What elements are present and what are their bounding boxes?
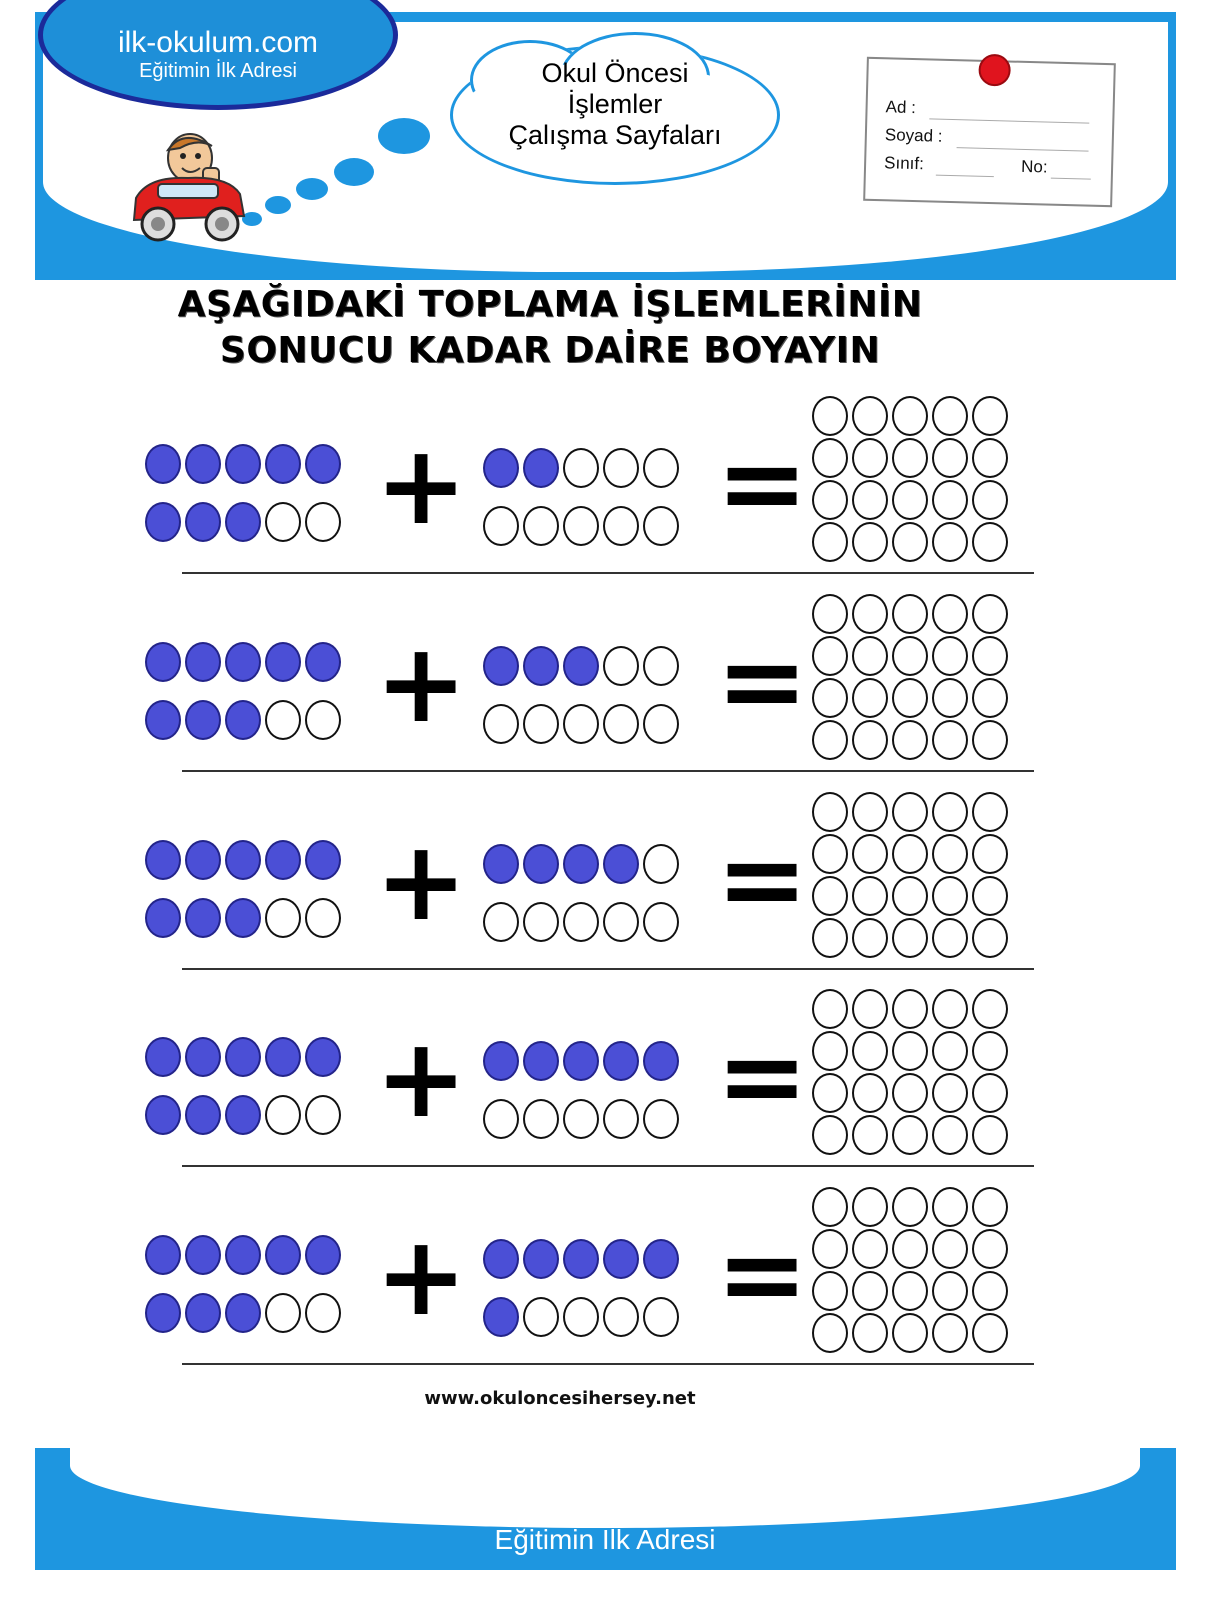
right-addend-dot[interactable] xyxy=(523,902,559,942)
thought-puff xyxy=(265,196,291,214)
answer-circle[interactable] xyxy=(972,396,1008,436)
left-addend-dot xyxy=(265,444,301,484)
exercise-row xyxy=(0,392,1212,589)
answer-circle[interactable] xyxy=(852,678,888,718)
left-addend-dot[interactable] xyxy=(265,898,301,938)
answer-circle[interactable] xyxy=(932,792,968,832)
answer-circle[interactable] xyxy=(932,678,968,718)
answer-circle[interactable] xyxy=(812,438,848,478)
right-addend-dot xyxy=(523,1239,559,1279)
surname-label: Soyad : xyxy=(884,125,943,146)
left-addend-dot xyxy=(185,1293,221,1333)
answer-circle[interactable] xyxy=(972,1073,1008,1113)
answer-circle[interactable] xyxy=(812,1313,848,1353)
answer-circle[interactable] xyxy=(892,989,928,1029)
class-field[interactable] xyxy=(936,175,994,178)
right-addend-dot[interactable] xyxy=(563,1297,599,1337)
left-addend-dot xyxy=(225,1095,261,1135)
answer-circle[interactable] xyxy=(892,396,928,436)
answer-circle[interactable] xyxy=(932,834,968,874)
footer-url[interactable]: www.okuloncesihersey.net xyxy=(424,1388,696,1409)
answer-circle[interactable] xyxy=(932,594,968,634)
left-addend-dot xyxy=(185,502,221,542)
answer-circle[interactable] xyxy=(812,792,848,832)
left-addend-dot xyxy=(145,1037,181,1077)
answer-circle[interactable] xyxy=(852,636,888,676)
left-addend-dot xyxy=(265,642,301,682)
left-addend-dot xyxy=(145,1235,181,1275)
answer-circle[interactable] xyxy=(852,918,888,958)
left-addend-dot xyxy=(145,700,181,740)
exercise-row xyxy=(0,788,1212,985)
answer-circle[interactable] xyxy=(812,989,848,1029)
right-addend-dot xyxy=(563,1041,599,1081)
answer-circle[interactable] xyxy=(812,918,848,958)
answer-circle[interactable] xyxy=(972,1031,1008,1071)
answer-circle[interactable] xyxy=(852,1271,888,1311)
left-addend-dot xyxy=(185,898,221,938)
answer-circle[interactable] xyxy=(972,678,1008,718)
right-addend-dot[interactable] xyxy=(643,506,679,546)
left-addend-dot xyxy=(185,444,221,484)
left-addend-dot[interactable] xyxy=(305,700,341,740)
answer-circle[interactable] xyxy=(812,396,848,436)
pushpin-icon xyxy=(978,54,1011,87)
answer-circle[interactable] xyxy=(932,989,968,1029)
right-addend-dot[interactable] xyxy=(603,646,639,686)
answer-circle[interactable] xyxy=(972,918,1008,958)
answer-circle[interactable] xyxy=(852,1187,888,1227)
answer-circle[interactable] xyxy=(932,1271,968,1311)
answer-circle[interactable] xyxy=(972,720,1008,760)
answer-circle[interactable] xyxy=(972,1229,1008,1269)
student-info-note xyxy=(863,57,1116,207)
answer-circle[interactable] xyxy=(972,480,1008,520)
left-addend-dot[interactable] xyxy=(305,1293,341,1333)
answer-circle[interactable] xyxy=(812,522,848,562)
answer-circle[interactable] xyxy=(892,1073,928,1113)
right-addend-dot[interactable] xyxy=(603,448,639,488)
answer-circle[interactable] xyxy=(932,636,968,676)
right-addend-dot[interactable] xyxy=(603,1297,639,1337)
answer-circle[interactable] xyxy=(892,678,928,718)
right-addend-dot xyxy=(523,448,559,488)
left-addend-dot[interactable] xyxy=(265,1095,301,1135)
right-addend-dot[interactable] xyxy=(523,1099,559,1139)
answer-circle[interactable] xyxy=(932,1313,968,1353)
answer-circle[interactable] xyxy=(892,594,928,634)
thought-puff xyxy=(378,118,430,154)
right-addend-dot xyxy=(483,844,519,884)
right-addend-dot xyxy=(643,1041,679,1081)
answer-circle[interactable] xyxy=(852,522,888,562)
cloud-title xyxy=(470,58,760,151)
row-separator xyxy=(182,968,1034,970)
answer-circle[interactable] xyxy=(852,989,888,1029)
answer-circle[interactable] xyxy=(812,1031,848,1071)
right-addend-dot[interactable] xyxy=(483,506,519,546)
equals-sign: = xyxy=(716,1012,809,1140)
plus-sign: + xyxy=(375,619,468,747)
name-label: Ad : xyxy=(885,97,917,118)
answer-circle[interactable] xyxy=(892,876,928,916)
footer-motto: Eğitimin İlk Adresi xyxy=(494,1524,716,1555)
answer-circle[interactable] xyxy=(972,876,1008,916)
left-addend-dot[interactable] xyxy=(305,1095,341,1135)
class-label: Sınıf: xyxy=(883,153,925,174)
number-field[interactable] xyxy=(1051,178,1091,180)
answer-circle[interactable] xyxy=(892,792,928,832)
right-addend-dot[interactable] xyxy=(603,1099,639,1139)
right-addend-dot[interactable] xyxy=(563,448,599,488)
answer-circle[interactable] xyxy=(852,834,888,874)
answer-circle[interactable] xyxy=(932,1187,968,1227)
worksheet-title xyxy=(100,282,1000,374)
surname-field[interactable] xyxy=(957,147,1089,151)
answer-circle[interactable] xyxy=(852,1073,888,1113)
left-addend-dot[interactable] xyxy=(305,898,341,938)
right-addend-dot xyxy=(603,1041,639,1081)
row-separator xyxy=(182,1363,1034,1365)
plus-sign: + xyxy=(375,1014,468,1142)
right-addend-dot[interactable] xyxy=(563,902,599,942)
left-addend-dot xyxy=(185,642,221,682)
left-addend-dot[interactable] xyxy=(305,502,341,542)
left-addend-dot xyxy=(305,840,341,880)
row-separator xyxy=(182,1165,1034,1167)
right-addend-dot[interactable] xyxy=(643,1099,679,1139)
right-addend-dot[interactable] xyxy=(603,506,639,546)
right-addend-dot xyxy=(603,844,639,884)
answer-circle[interactable] xyxy=(812,1073,848,1113)
left-addend-dot xyxy=(145,898,181,938)
plus-sign: + xyxy=(375,421,468,549)
right-addend-dot[interactable] xyxy=(643,704,679,744)
exercise-row xyxy=(0,1183,1212,1380)
right-addend-dot[interactable] xyxy=(563,506,599,546)
answer-circle[interactable] xyxy=(932,480,968,520)
title-line: SONUCU KADAR DAİRE BOYAYIN xyxy=(219,330,881,371)
answer-circle[interactable] xyxy=(932,918,968,958)
answer-circle[interactable] xyxy=(972,522,1008,562)
answer-circle[interactable] xyxy=(852,594,888,634)
left-addend-dot xyxy=(225,444,261,484)
answer-circle[interactable] xyxy=(932,720,968,760)
answer-circle[interactable] xyxy=(972,1313,1008,1353)
left-addend-dot xyxy=(185,1037,221,1077)
right-addend-dot[interactable] xyxy=(643,844,679,884)
answer-circle[interactable] xyxy=(892,636,928,676)
right-addend-dot[interactable] xyxy=(523,506,559,546)
cloud-line: Çalışma Sayfaları xyxy=(508,120,722,150)
logo-site-name: ilk-okulum.com xyxy=(117,26,319,59)
answer-circle[interactable] xyxy=(852,876,888,916)
thought-puff xyxy=(334,158,374,186)
right-addend-dot xyxy=(483,1239,519,1279)
right-addend-dot[interactable] xyxy=(563,1099,599,1139)
right-addend-dot xyxy=(563,646,599,686)
answer-circle[interactable] xyxy=(892,1115,928,1155)
right-addend-dot xyxy=(643,1239,679,1279)
answer-circle[interactable] xyxy=(932,1115,968,1155)
answer-circle[interactable] xyxy=(932,438,968,478)
answer-circle[interactable] xyxy=(852,438,888,478)
answer-circle[interactable] xyxy=(932,396,968,436)
answer-circle[interactable] xyxy=(812,636,848,676)
equals-sign: = xyxy=(716,617,809,745)
right-addend-dot[interactable] xyxy=(523,1297,559,1337)
answer-circle[interactable] xyxy=(892,522,928,562)
right-addend-dot[interactable] xyxy=(523,704,559,744)
left-addend-dot xyxy=(265,1037,301,1077)
right-addend-dot xyxy=(523,646,559,686)
left-addend-dot xyxy=(145,642,181,682)
answer-circle[interactable] xyxy=(932,522,968,562)
right-addend-dot xyxy=(483,1041,519,1081)
left-addend-dot xyxy=(185,840,221,880)
answer-circle[interactable] xyxy=(852,1313,888,1353)
answer-circle[interactable] xyxy=(972,438,1008,478)
footer-site-name: ilk-okulum.com xyxy=(464,1477,746,1524)
answer-circle[interactable] xyxy=(852,1031,888,1071)
answer-circle[interactable] xyxy=(812,678,848,718)
name-field[interactable] xyxy=(929,118,1089,123)
answer-circle[interactable] xyxy=(932,876,968,916)
number-label: No: xyxy=(1020,156,1048,177)
plus-sign: + xyxy=(375,817,468,945)
left-addend-dot xyxy=(225,1037,261,1077)
answer-circle[interactable] xyxy=(972,989,1008,1029)
footer-logo[interactable] xyxy=(300,1478,910,1556)
answer-circle[interactable] xyxy=(852,1229,888,1269)
right-addend-dot xyxy=(603,1239,639,1279)
equals-sign: = xyxy=(716,1210,809,1338)
answer-circle[interactable] xyxy=(812,720,848,760)
row-separator xyxy=(182,572,1034,574)
left-addend-dot xyxy=(185,1235,221,1275)
car-illustration-icon xyxy=(128,128,253,248)
left-addend-dot xyxy=(305,1037,341,1077)
cloud-line: İşlemler xyxy=(567,89,663,119)
left-addend-dot xyxy=(225,1293,261,1333)
answer-circle[interactable] xyxy=(892,1187,928,1227)
answer-circle[interactable] xyxy=(972,792,1008,832)
right-addend-dot xyxy=(483,1297,519,1337)
row-separator xyxy=(182,770,1034,772)
answer-circle[interactable] xyxy=(852,396,888,436)
right-addend-dot xyxy=(483,448,519,488)
answer-circle[interactable] xyxy=(892,1229,928,1269)
answer-circle[interactable] xyxy=(892,720,928,760)
answer-circle[interactable] xyxy=(972,1187,1008,1227)
left-addend-dot[interactable] xyxy=(265,1293,301,1333)
answer-circle[interactable] xyxy=(812,876,848,916)
right-addend-dot[interactable] xyxy=(643,902,679,942)
left-addend-dot[interactable] xyxy=(265,502,301,542)
right-addend-dot[interactable] xyxy=(643,646,679,686)
left-addend-dot xyxy=(145,1293,181,1333)
left-addend-dot xyxy=(225,1235,261,1275)
right-addend-dot[interactable] xyxy=(643,1297,679,1337)
right-addend-dot xyxy=(523,1041,559,1081)
answer-circle[interactable] xyxy=(972,1115,1008,1155)
left-addend-dot xyxy=(305,444,341,484)
right-addend-dot[interactable] xyxy=(483,704,519,744)
equals-sign: = xyxy=(716,419,809,547)
answer-circle[interactable] xyxy=(812,834,848,874)
right-addend-dot xyxy=(523,844,559,884)
exercise-row xyxy=(0,985,1212,1182)
answer-circle[interactable] xyxy=(812,594,848,634)
right-addend-dot xyxy=(563,1239,599,1279)
answer-circle[interactable] xyxy=(812,1229,848,1269)
answer-circle[interactable] xyxy=(812,480,848,520)
answer-circle[interactable] xyxy=(852,792,888,832)
answer-circle[interactable] xyxy=(932,1073,968,1113)
answer-circle[interactable] xyxy=(812,1271,848,1311)
answer-circle[interactable] xyxy=(972,594,1008,634)
answer-circle[interactable] xyxy=(892,918,928,958)
left-addend-dot xyxy=(225,840,261,880)
right-addend-dot[interactable] xyxy=(603,902,639,942)
right-addend-dot xyxy=(563,844,599,884)
left-addend-dot xyxy=(265,840,301,880)
logo-motto: Eğitimin İlk Adresi xyxy=(139,60,297,82)
title-line: AŞAĞIDAKİ TOPLAMA İŞLEMLERİNİN xyxy=(177,284,923,325)
left-addend-dot xyxy=(265,1235,301,1275)
plus-sign: + xyxy=(375,1212,468,1340)
answer-circle[interactable] xyxy=(892,480,928,520)
left-addend-dot xyxy=(185,1095,221,1135)
left-addend-dot xyxy=(145,444,181,484)
equals-sign: = xyxy=(716,815,809,943)
cloud-line: Okul Öncesi xyxy=(541,58,689,88)
left-addend-dot[interactable] xyxy=(265,700,301,740)
answer-circle[interactable] xyxy=(972,636,1008,676)
left-addend-dot xyxy=(305,642,341,682)
left-addend-dot xyxy=(225,502,261,542)
answer-circle[interactable] xyxy=(892,1313,928,1353)
answer-circle[interactable] xyxy=(852,480,888,520)
answer-circle[interactable] xyxy=(932,1229,968,1269)
right-addend-dot xyxy=(483,646,519,686)
answer-circle[interactable] xyxy=(892,834,928,874)
right-addend-dot[interactable] xyxy=(483,1099,519,1139)
answer-circle[interactable] xyxy=(852,720,888,760)
answer-circle[interactable] xyxy=(892,438,928,478)
right-addend-dot[interactable] xyxy=(643,448,679,488)
left-addend-dot xyxy=(225,898,261,938)
right-addend-dot[interactable] xyxy=(603,704,639,744)
answer-circle[interactable] xyxy=(812,1115,848,1155)
left-addend-dot xyxy=(145,1095,181,1135)
right-addend-dot[interactable] xyxy=(563,704,599,744)
left-addend-dot xyxy=(225,642,261,682)
answer-circle[interactable] xyxy=(932,1031,968,1071)
right-addend-dot[interactable] xyxy=(483,902,519,942)
answer-circle[interactable] xyxy=(972,1271,1008,1311)
left-addend-dot xyxy=(185,700,221,740)
left-addend-dot xyxy=(225,700,261,740)
answer-circle[interactable] xyxy=(972,834,1008,874)
answer-circle[interactable] xyxy=(892,1271,928,1311)
answer-circle[interactable] xyxy=(892,1031,928,1071)
left-addend-dot xyxy=(145,840,181,880)
left-addend-dot xyxy=(305,1235,341,1275)
answer-circle[interactable] xyxy=(812,1187,848,1227)
exercise-row xyxy=(0,590,1212,787)
thought-puff xyxy=(296,178,328,200)
left-addend-dot xyxy=(145,502,181,542)
answer-circle[interactable] xyxy=(852,1115,888,1155)
